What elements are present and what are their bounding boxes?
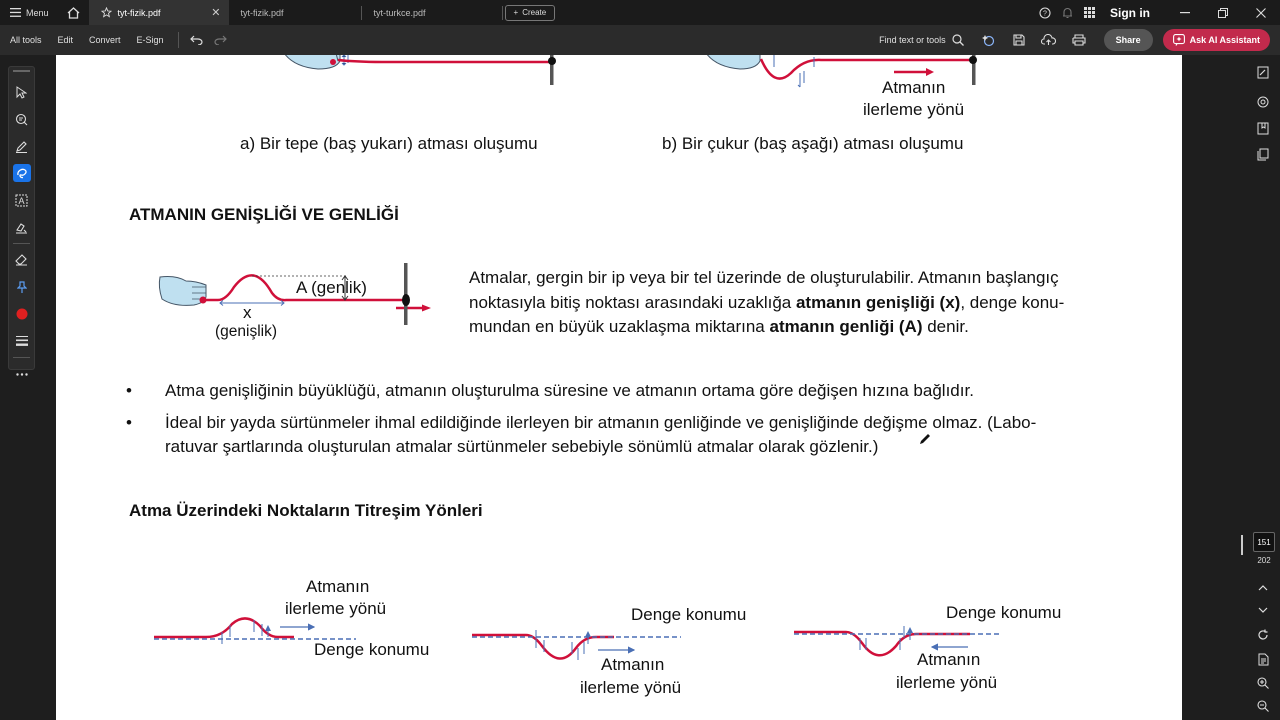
diagram1-label-1: Atmanın <box>306 577 370 596</box>
notifications-button[interactable] <box>1056 0 1078 25</box>
convert-button[interactable]: Convert <box>89 35 121 45</box>
bullet-mark: • <box>126 381 132 400</box>
help-icon <box>1039 7 1051 19</box>
quick-tools-panel <box>8 66 35 370</box>
amplitude-label: A (genlik) <box>296 278 367 297</box>
refresh-icon <box>1257 629 1269 641</box>
page-display-button[interactable] <box>1254 650 1272 668</box>
paragraph-line-1: Atmalar, gergin bir ip veya bir tel üzerinde de oluşturulabilir. Atmanın başlangıç <box>469 268 1059 287</box>
plus-icon: + <box>513 8 519 17</box>
pin-icon <box>17 281 27 294</box>
star-icon[interactable] <box>101 7 112 18</box>
pulse-width-amplitude-figure <box>156 263 456 353</box>
hand-icon <box>284 55 340 69</box>
sparkle-search-icon <box>982 33 996 47</box>
heading-vibration-directions: Atma Üzerindeki Noktaların Titreşim Yönleri <box>129 501 483 520</box>
more-tools-button[interactable] <box>9 361 34 387</box>
chevron-down-icon <box>1258 607 1268 613</box>
total-pages: 202 <box>1257 556 1271 565</box>
eraser-tool[interactable] <box>9 247 34 273</box>
line-weight-icon <box>16 336 28 347</box>
draw-tool-bg <box>13 164 31 182</box>
zoom-out-button[interactable] <box>1254 697 1272 715</box>
pin-tool[interactable] <box>9 274 34 300</box>
current-page-input[interactable]: 151 <box>1253 532 1275 552</box>
restore-icon <box>1218 8 1228 18</box>
top-figures <box>56 55 1182 125</box>
close-tab-icon[interactable]: ✕ <box>211 7 221 19</box>
ai-tools-button[interactable] <box>976 27 1002 53</box>
apps-grid-icon <box>1084 7 1095 18</box>
caption-b: b) Bir çukur (baş aşağı) atması oluşumu <box>662 134 964 153</box>
zoom-in-icon <box>1257 677 1269 689</box>
minimize-icon <box>1180 12 1190 14</box>
width-label-sub: (genişlik) <box>215 323 278 340</box>
stroke-width-tool[interactable] <box>9 328 34 354</box>
page-edit-icon <box>1257 66 1269 79</box>
main-toolbar <box>0 25 1280 55</box>
right-rail <box>1246 55 1280 720</box>
tab-label: tyt-turkce.pdf <box>373 7 426 18</box>
comments-panel-button[interactable] <box>1254 93 1272 111</box>
tab-label: tyt-fizik.pdf <box>117 7 161 18</box>
ai-assistant-icon <box>1173 34 1185 46</box>
caption-a: a) Bir tepe (baş yukarı) atması oluşumu <box>240 134 538 153</box>
bullet-1: Atma genişliğinin büyüklüğü, atmanın oluşturulma süresine ve atmanın ortama göre değişen hızına bağlıdır. <box>165 381 974 400</box>
upload-button[interactable] <box>1036 27 1062 53</box>
edit-button[interactable]: Edit <box>57 35 74 45</box>
freehand-draw-icon <box>16 167 28 179</box>
para-bold-term: atmanın genişliği (x) <box>795 292 961 312</box>
paragraph-line-3 <box>469 315 969 340</box>
diagram3-label-1: Atmanın <box>917 650 981 669</box>
pen-icon <box>15 140 28 153</box>
heading-amplitude-width: ATMANIN GENİŞLİĞİ VE GENLİĞİ <box>129 205 399 224</box>
undo-button[interactable] <box>185 35 209 45</box>
close-icon <box>1256 8 1266 18</box>
apps-button[interactable] <box>1078 0 1100 25</box>
pen-cursor-icon <box>918 432 932 446</box>
select-tool[interactable] <box>9 79 34 105</box>
hand-icon <box>159 277 206 306</box>
printer-icon <box>1072 34 1086 46</box>
find-label: Find text or tools <box>879 35 946 45</box>
ai-label: Ask AI Assistant <box>1189 35 1260 45</box>
esign-button[interactable]: E-Sign <box>136 35 164 45</box>
pdf-page[interactable] <box>56 55 1182 720</box>
menu-label: Menu <box>26 7 49 18</box>
rotate-button[interactable] <box>1254 626 1272 644</box>
highlight-tool[interactable] <box>9 133 34 159</box>
redo-button[interactable] <box>209 35 233 45</box>
panel-divider <box>13 357 30 358</box>
top-arrow-label-1: Atmanın <box>882 78 946 97</box>
copy-pages-icon <box>1257 148 1269 161</box>
bullet-2-line-1: İdeal bir yayda sürtünmeler ihmal edildiğinde ilerleyen bir atmanın genliğinde ve genişliğinde değişme olmaz. (Labo- <box>165 413 1037 432</box>
draw-tool[interactable] <box>9 160 34 186</box>
diagram1-equilibrium: Denge konumu <box>314 640 430 659</box>
paragraph-line-2 <box>469 291 1064 316</box>
find-text-tools[interactable] <box>879 34 972 46</box>
diagram2-equilibrium: Denge konumu <box>631 605 747 624</box>
para-bold-term: atmanın genliği (A) <box>769 317 923 336</box>
share-button[interactable]: Share <box>1104 29 1153 51</box>
tab-label: tyt-fizik.pdf <box>240 7 284 18</box>
document-icon <box>1258 653 1269 666</box>
para-text: , denge konu- <box>960 292 1065 312</box>
more-icon <box>16 373 28 376</box>
close-window-button[interactable] <box>1242 0 1280 25</box>
hamburger-icon <box>10 8 21 17</box>
bell-icon <box>1062 7 1073 19</box>
sign-in-button[interactable]: Sign in <box>1110 5 1150 20</box>
sign-tool[interactable] <box>9 214 34 240</box>
signature-pen-icon <box>15 221 28 234</box>
para-text: mundan en büyük uzaklaşma miktarına <box>469 317 770 336</box>
cloud-upload-icon <box>1041 34 1056 46</box>
diagram3-equilibrium: Denge konumu <box>946 603 1062 622</box>
panel-grip[interactable] <box>13 70 30 72</box>
hand-icon <box>706 55 760 69</box>
ask-ai-assistant-button[interactable] <box>1163 29 1270 51</box>
bookmarks-panel-button[interactable] <box>1254 119 1272 137</box>
panel-divider <box>13 243 30 244</box>
bullet-2-line-2: ratuvar şartlarında oluşturulan atmalar sürtünmeler sebebiyle sönümlü atmalar olarak gözlenir.) <box>165 437 879 456</box>
help-button[interactable] <box>1034 0 1056 25</box>
home-button[interactable] <box>59 0 89 25</box>
search-icon <box>952 34 964 46</box>
color-picker[interactable] <box>9 301 34 327</box>
tab-tyt-turkce[interactable] <box>362 0 502 25</box>
tab-divider <box>502 6 503 20</box>
diagram2-label-2: ilerleme yönü <box>580 678 682 697</box>
bullet-mark: • <box>126 413 132 432</box>
color-swatch-icon <box>16 308 28 320</box>
text-box-tool[interactable] <box>9 187 34 213</box>
zoom-comment-icon <box>15 113 28 126</box>
menu-button[interactable] <box>0 0 59 25</box>
para-text: noktasıyla bitiş noktası arasındaki uzaklığa <box>469 292 796 312</box>
diagram2-label-1: Atmanın <box>601 655 665 674</box>
diagram3-label-2: ilerleme yönü <box>896 673 998 692</box>
para-text: denir. <box>922 317 969 336</box>
edit-pdf-panel-button[interactable] <box>1254 63 1272 81</box>
comment-bubble-icon <box>1257 96 1269 108</box>
minimize-button[interactable] <box>1166 0 1204 25</box>
chevron-up-icon <box>1258 585 1268 591</box>
text-box-icon <box>15 194 28 207</box>
scroll-up-button[interactable] <box>1254 579 1272 597</box>
all-tools-button[interactable]: All tools <box>10 35 42 45</box>
scrollbar-thumb[interactable] <box>1241 535 1243 555</box>
save-icon <box>1013 34 1025 46</box>
cursor-icon <box>16 86 27 99</box>
print-button[interactable] <box>1066 27 1092 53</box>
create-button[interactable] <box>505 5 556 21</box>
eraser-icon <box>15 254 28 266</box>
undo-icon <box>190 35 203 45</box>
home-icon <box>67 7 80 19</box>
redo-icon <box>214 35 227 45</box>
create-label: Create <box>522 8 547 17</box>
svg-text:?: ? <box>1043 10 1047 17</box>
tab-tyt-fizik-active[interactable] <box>89 0 229 25</box>
zoom-in-button[interactable] <box>1254 674 1272 692</box>
restore-button[interactable] <box>1204 0 1242 25</box>
pages-panel-button[interactable] <box>1254 145 1272 163</box>
bookmark-icon <box>1257 122 1269 135</box>
top-arrow-label-2: ilerleme yönü <box>863 100 965 119</box>
svg-text:A: A <box>18 195 25 206</box>
toolbar-divider <box>178 32 179 48</box>
tab-bar <box>0 0 1280 25</box>
tab-tyt-fizik[interactable] <box>229 0 361 25</box>
scroll-down-button[interactable] <box>1254 601 1272 619</box>
width-label-x: x <box>243 303 252 322</box>
comment-tool[interactable] <box>9 106 34 132</box>
save-button[interactable] <box>1006 27 1032 53</box>
zoom-out-icon <box>1257 700 1269 712</box>
diagram1-label-2: ilerleme yönü <box>285 599 387 618</box>
vibration-diagrams <box>56 580 1182 720</box>
